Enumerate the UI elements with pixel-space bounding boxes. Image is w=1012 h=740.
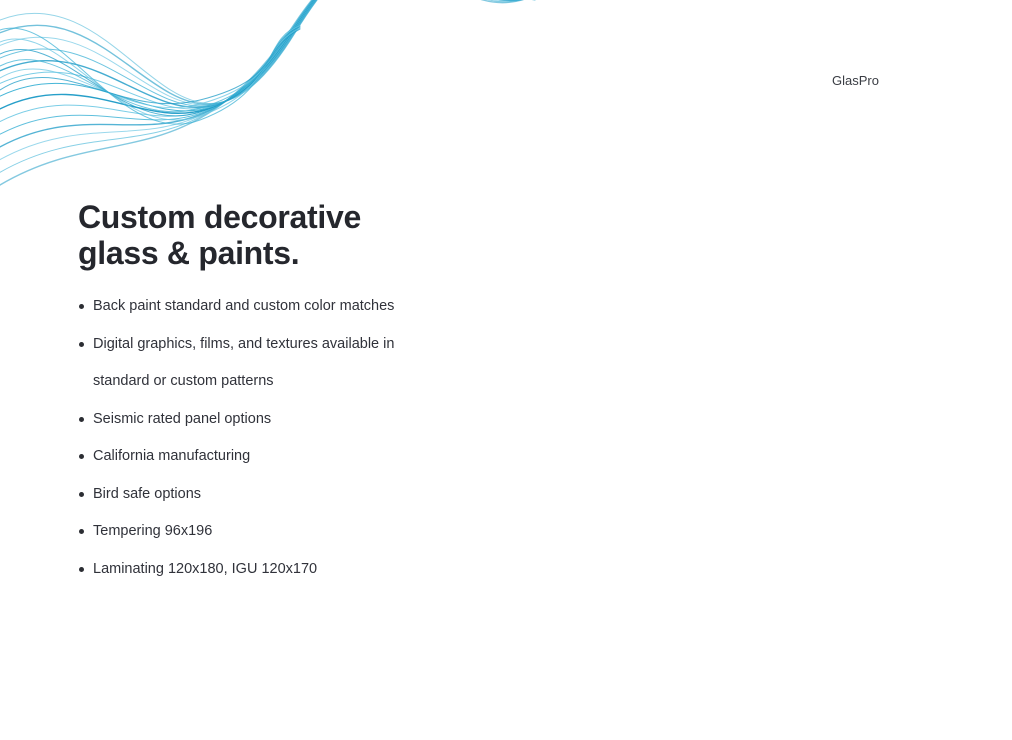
feature-item	[78, 513, 418, 551]
feature-text: Laminating 120x180, IGU 120x170	[93, 560, 318, 577]
wave-line	[0, 0, 535, 107]
title-line-1: Custom decorative	[78, 199, 361, 235]
bullet-icon	[79, 342, 84, 347]
feature-text: Seismic rated panel options	[93, 410, 272, 427]
wave-line	[0, 0, 535, 113]
feature-text: Back paint standard and custom color matches	[93, 298, 395, 314]
wave-line	[0, 0, 535, 147]
brand-name: GlasPro	[832, 73, 879, 88]
feature-text: Tempering 96x196	[93, 523, 213, 539]
bullet-icon	[79, 567, 84, 572]
wave-line	[0, 0, 535, 185]
page-title	[78, 199, 438, 271]
wave-lines-decoration	[0, 0, 540, 190]
bullet-icon	[79, 304, 84, 309]
feature-item	[78, 438, 418, 476]
bullet-icon	[79, 492, 84, 497]
feature-item	[78, 401, 418, 439]
feature-text: Digital graphics, films, and textures available in standard or custom patterns	[93, 335, 395, 389]
wave-line	[0, 0, 535, 105]
wave-line	[0, 0, 535, 160]
wave-line	[0, 0, 535, 104]
feature-item	[78, 476, 418, 514]
bullet-icon	[79, 417, 84, 422]
title-line-2: glass & paints.	[78, 235, 300, 271]
bullet-icon	[79, 529, 84, 534]
wave-line	[0, 0, 535, 103]
feature-item	[78, 551, 418, 589]
feature-text: California manufacturing	[93, 448, 251, 464]
bullet-icon	[79, 454, 84, 459]
wave-line	[0, 0, 535, 106]
wave-line	[0, 0, 535, 109]
feature-text: Bird safe options	[93, 485, 202, 502]
feature-list	[78, 288, 418, 588]
feature-item	[78, 326, 418, 401]
wave-lines-icon	[0, 0, 540, 190]
feature-item	[78, 288, 418, 326]
